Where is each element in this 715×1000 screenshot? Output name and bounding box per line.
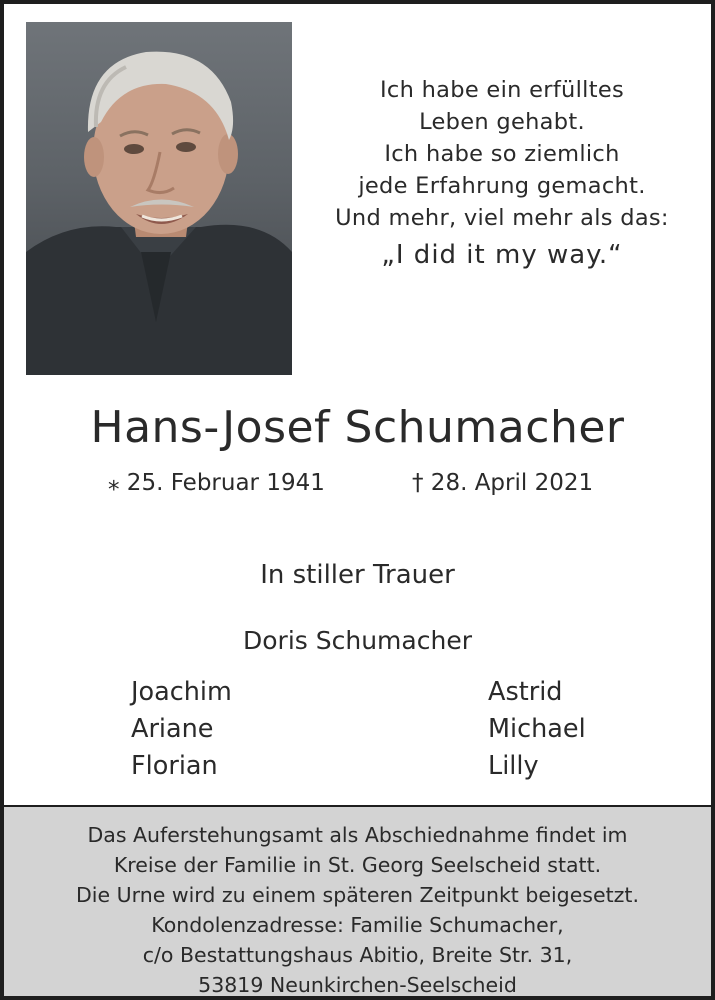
family-member: Joachim: [131, 677, 232, 707]
footer-line: Kondolenzadresse: Familie Schumacher,: [151, 913, 564, 937]
family-member: Florian: [131, 751, 218, 781]
family-list-right: [488, 674, 586, 785]
footer-line: Die Urne wird zu einem späteren Zeitpunkt beigesetzt.: [76, 883, 639, 907]
family-member: Lilly: [488, 751, 539, 781]
footer-line: Das Auferstehungsamt als Abschiednahme findet im: [87, 823, 628, 847]
portrait-photo: [26, 22, 292, 375]
quote-block: [300, 74, 704, 274]
quote-emphasis: „I did it my way.“: [381, 240, 623, 270]
footer-line: Kreise der Familie in St. Georg Seelscheid statt.: [113, 853, 602, 877]
deceased-name: Hans-Josef Schumacher: [90, 402, 625, 453]
family-member: Michael: [488, 714, 586, 744]
quote-line: Ich habe ein erfülltes: [379, 77, 624, 103]
family-list-left: [131, 674, 232, 785]
family-member: Ariane: [131, 714, 214, 744]
quote-line: Und mehr, viel mehr als das:: [335, 205, 669, 231]
birth-date: ⁎ 25. Februar 1941: [108, 470, 325, 496]
footer-line: 53819 Neunkirchen-Seelscheid: [198, 973, 517, 997]
quote-line: jede Erfahrung gemacht.: [358, 173, 646, 199]
death-date: † 28. April 2021: [412, 470, 594, 496]
ceremony-info-footer: [4, 805, 711, 996]
mourning-heading: In stiller Trauer: [260, 560, 455, 590]
quote-line: Ich habe so ziemlich: [384, 141, 620, 167]
footer-line: c/o Bestattungshaus Abitio, Breite Str. 31,: [142, 943, 573, 967]
quote-line: Leben gehabt.: [419, 109, 585, 135]
family-member: Astrid: [488, 677, 563, 707]
widow-name: Doris Schumacher: [243, 626, 472, 655]
